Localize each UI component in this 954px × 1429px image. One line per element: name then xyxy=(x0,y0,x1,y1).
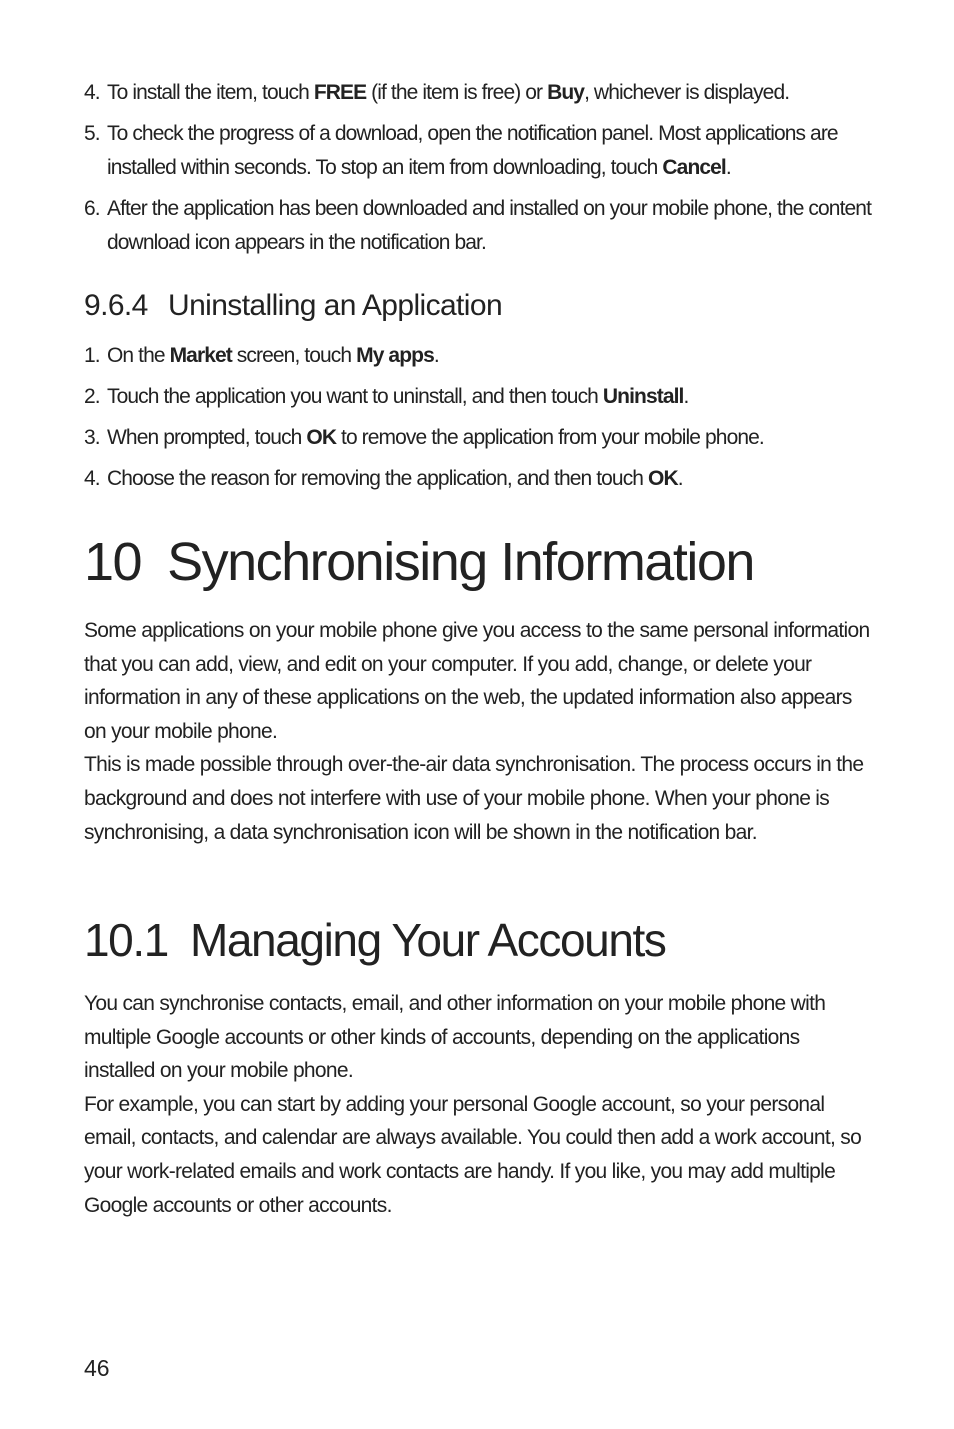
ui-term-my-apps: My apps xyxy=(356,344,434,367)
step-number: 3. xyxy=(84,426,100,449)
section-number: 10.1 xyxy=(84,914,168,966)
install-steps-list xyxy=(84,76,874,267)
ui-term-ok: OK xyxy=(648,467,678,490)
list-item: 1. On the Market screen, touch My apps. xyxy=(84,339,874,373)
chapter-body xyxy=(84,614,874,849)
ui-term-uninstall: Uninstall xyxy=(602,385,684,408)
ui-term-ok: OK xyxy=(306,426,337,449)
paragraph: For example, you can start by adding your personal Google account, so your personal email, contacts, and calendar are always available. You could then add a work account, so your work-related emails and work contacts are handy. If you like, you may add multiple Google accounts or other accounts. xyxy=(84,1092,862,1217)
list-item: 2. Touch the application you want to uninstall, and then touch Uninstall. xyxy=(84,380,874,414)
list-item: 3. When prompted, touch OK to remove the application from your mobile phone. xyxy=(84,421,874,455)
ui-term-market: Market xyxy=(169,344,232,367)
chapter-title: Synchronising Information xyxy=(167,532,754,592)
step-number: 6. xyxy=(84,197,100,220)
paragraph: Some applications on your mobile phone give you access to the same personal information that you can add, view, and edit on your computer. If you add, change, or delete your information in any of these applications on the web, the updated information also appears on your mobile phone. xyxy=(84,619,870,743)
step-number: 4. xyxy=(84,81,100,104)
paragraph: This is made possible through over-the-air data synchronisation. The process occurs in the background and does not interfere with use of your mobile phone. When your phone is synchronising, a data synchronisation icon will be shown in the notification bar. xyxy=(84,753,864,844)
list-item: 4. To install the item, touch FREE (if the item is free) or Buy, whichever is displayed. xyxy=(84,76,874,110)
step-number: 1. xyxy=(84,344,100,367)
subsection-heading xyxy=(84,287,502,325)
section-title: Managing Your Accounts xyxy=(189,914,666,966)
paragraph: You can synchronise contacts, email, and other information on your mobile phone with multiple Google accounts or other kinds of accounts, depending on the applications installed on your mobile phone. xyxy=(84,992,826,1083)
step-number: 4. xyxy=(84,467,100,490)
subsection-number: 9.6.4 xyxy=(84,289,148,322)
chapter-heading xyxy=(84,530,754,594)
page-number: 46 xyxy=(84,1355,110,1381)
subsection-title: Uninstalling an Application xyxy=(168,289,503,322)
list-item: 5. To check the progress of a download, open the notification panel. Most applications are installed within seconds. To stop an item from downloading, touch Cancel. xyxy=(84,117,874,185)
list-item: 4. Choose the reason for removing the application, and then touch OK. xyxy=(84,462,874,496)
ui-term-cancel: Cancel xyxy=(662,156,726,179)
ui-term-buy: Buy xyxy=(547,81,585,104)
chapter-number: 10 xyxy=(84,532,142,592)
list-item: 6. After the application has been downloaded and installed on your mobile phone, the content download icon appears in the notification bar. xyxy=(84,192,874,260)
ui-term-free: FREE xyxy=(313,81,367,104)
section-heading xyxy=(84,912,666,968)
step-number: 5. xyxy=(84,122,100,145)
section-body xyxy=(84,987,874,1222)
step-number: 2. xyxy=(84,385,100,408)
uninstall-steps-list xyxy=(84,339,874,503)
